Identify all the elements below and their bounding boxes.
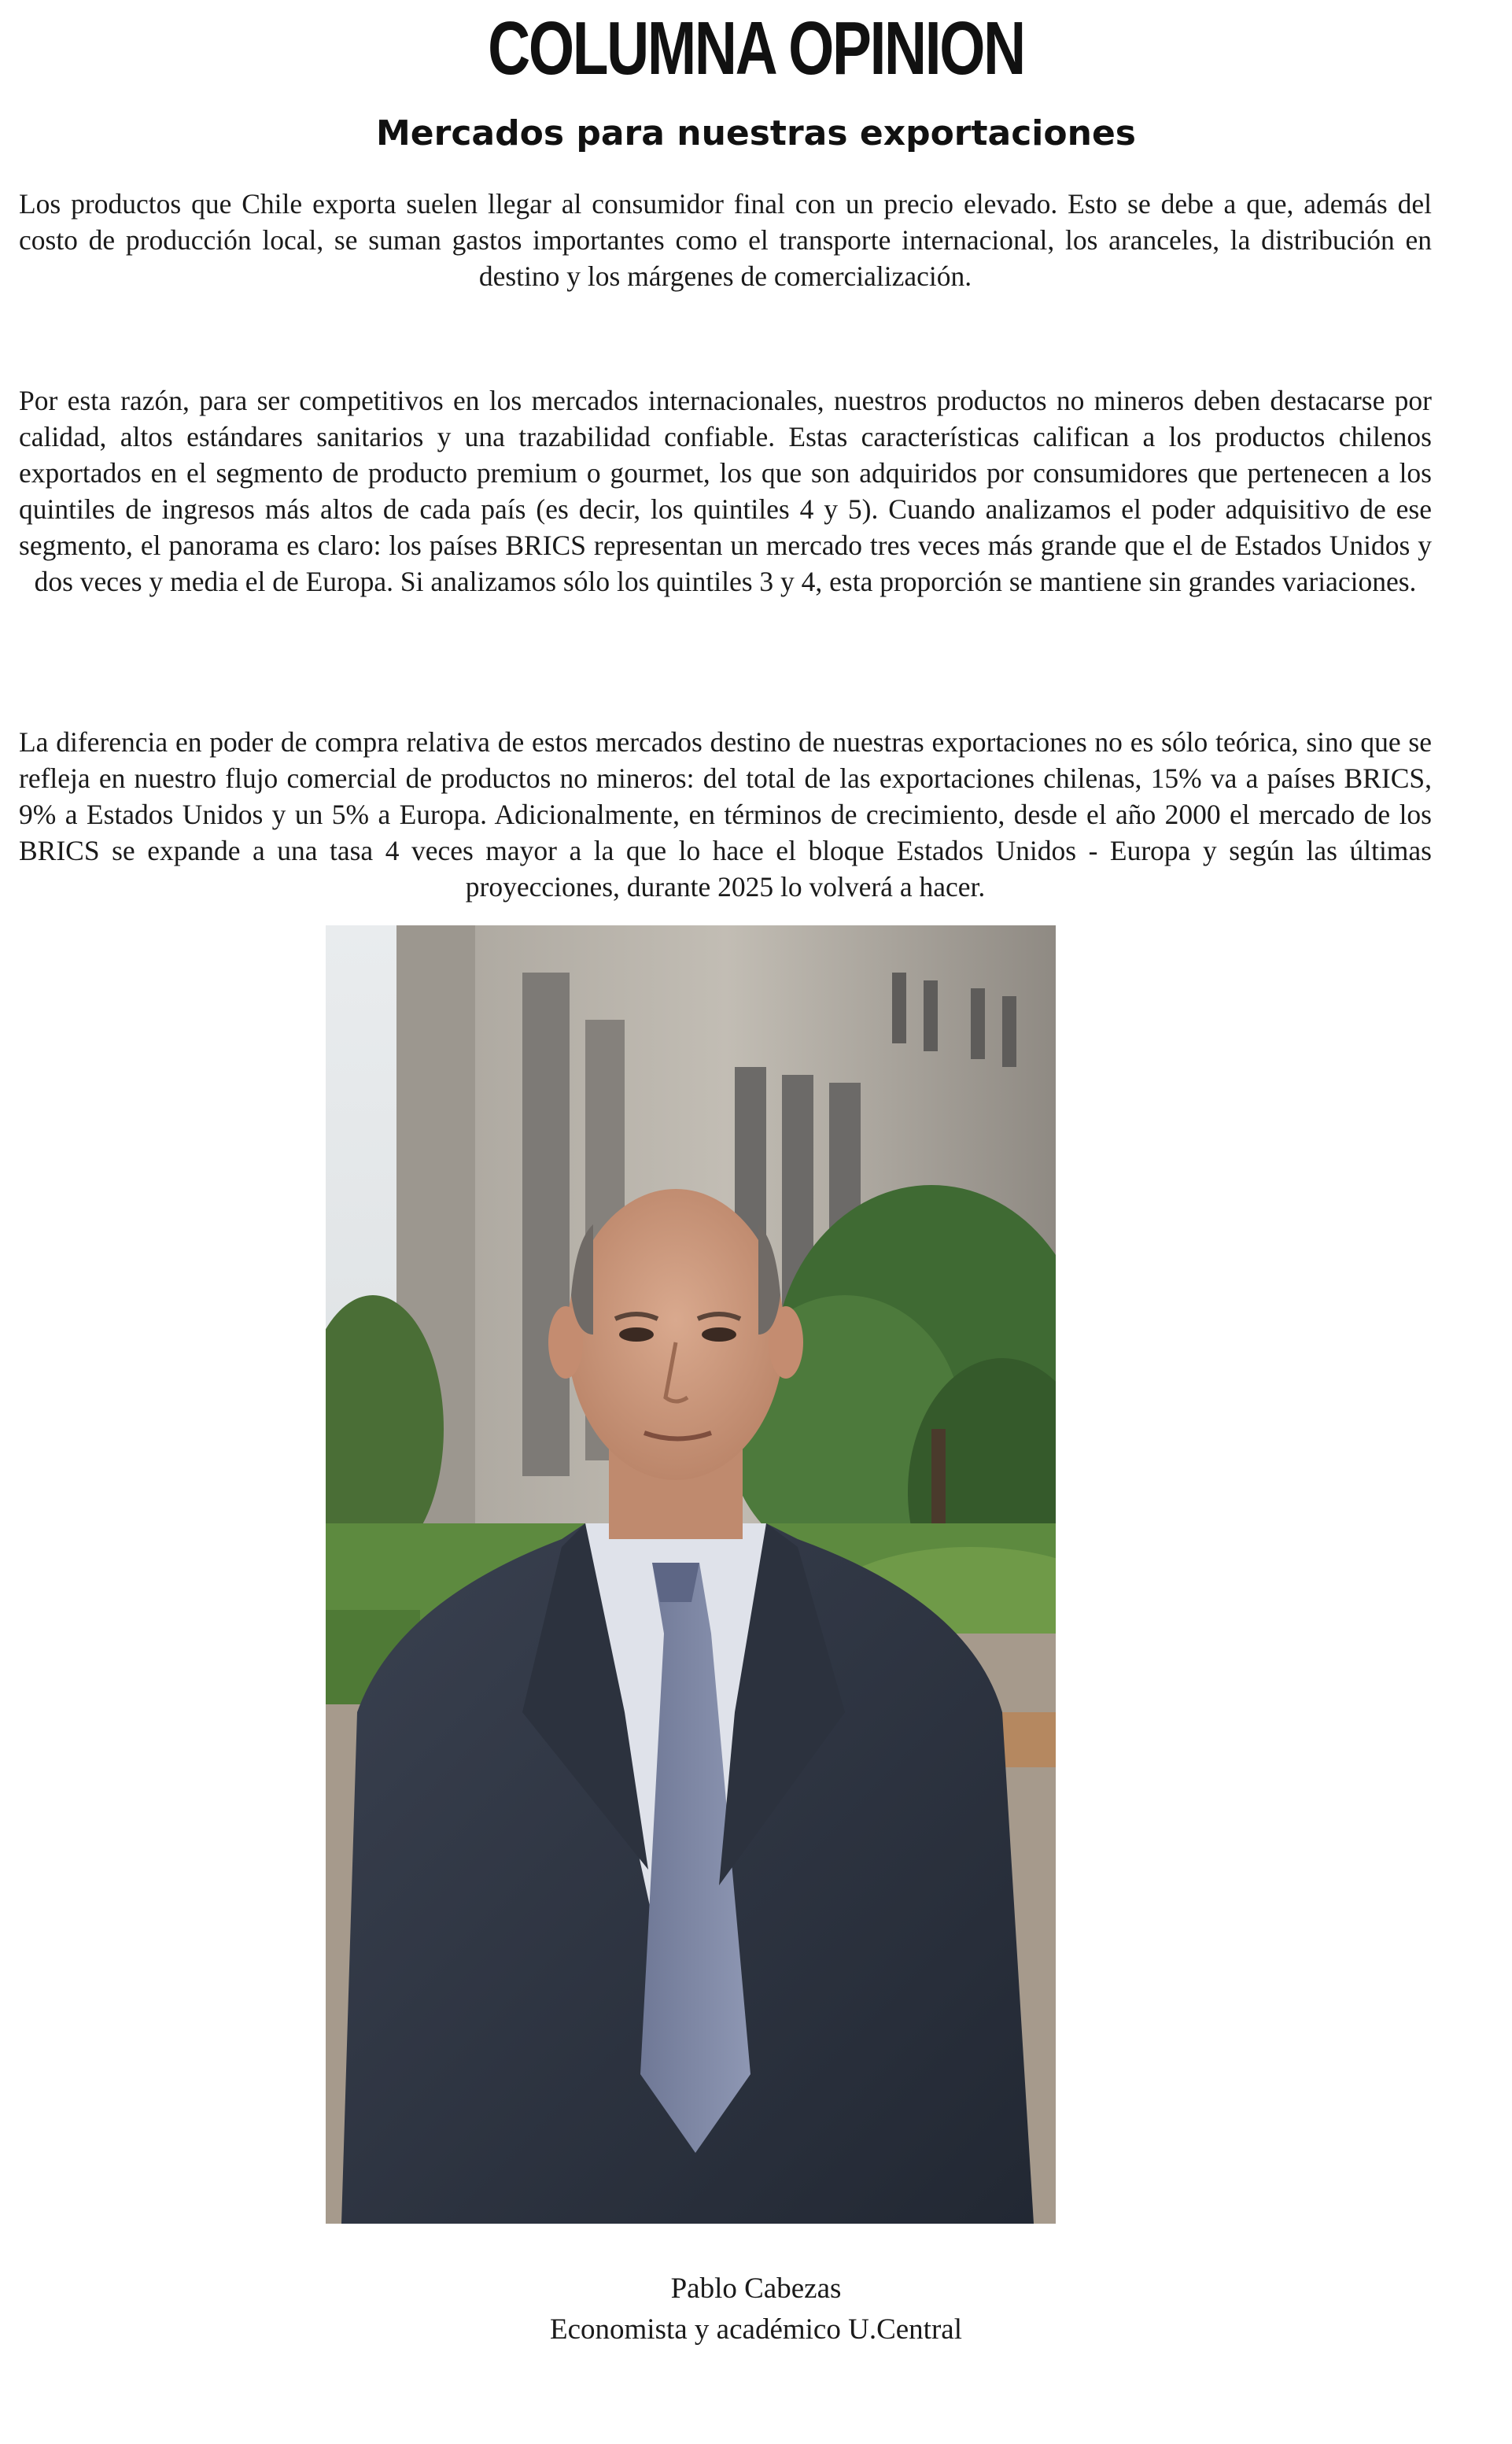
- author-name: Pablo Cabezas: [670, 2272, 842, 2305]
- author-role: Economista y académico U.Central: [550, 2313, 962, 2346]
- article-paragraph-1: Los productos que Chile exporta suelen llegar al consumidor final con un precio elevado. Esto se debe a que, además del costo de producción local, se suman gastos importantes como el transporte internacional, los aranceles, la distribución en destino y los márgenes de comercialización.: [19, 188, 1432, 292]
- article-paragraph-2: Por esta razón, para ser competitivos en los mercados internacionales, nuestros productos no mineros deben destacarse por calidad, altos estándares sanitarios y una trazabilidad confiable. Estas características califican a los productos chilenos exportados en el segmento de producto premium o gourmet, los que son adquiridos por consumidores que pertenecen a los quintiles de ingresos más altos de cada país (es decir, los quintiles 4 y 5). Cuando analizamos el poder adquisitivo de ese segmento, el panorama es claro: los países BRICS representan un mercado tres veces más grande que el de Estados Unidos y dos veces y media el de Europa. Si analizamos sólo los quintiles 3 y 4, esta proporción se mantiene sin grandes variaciones.: [19, 385, 1432, 597]
- author-photo: [326, 925, 1056, 2224]
- author-photo-illustration: [326, 925, 1056, 2224]
- article-subtitle: Mercados para nuestras exportaciones: [376, 113, 1136, 153]
- page-title: COLUMNA OPINION: [488, 6, 1024, 90]
- article-paragraph-3: La diferencia en poder de compra relativa de estos mercados destino de nuestras exportaciones no es sólo teórica, sino que se refleja en nuestro flujo comercial de productos no mineros: del total de las exportaciones chilenas, 15% va a países BRICS, 9% a Estados Unidos y un 5% a Europa. Adicionalmente, en términos de crecimiento, desde el año 2000 el mercado de los BRICS se expande a una tasa 4 veces mayor a la que lo hace el bloque Estados Unidos - Europa y según las últimas proyecciones, durante 2025 lo volverá a hacer.: [19, 726, 1432, 903]
